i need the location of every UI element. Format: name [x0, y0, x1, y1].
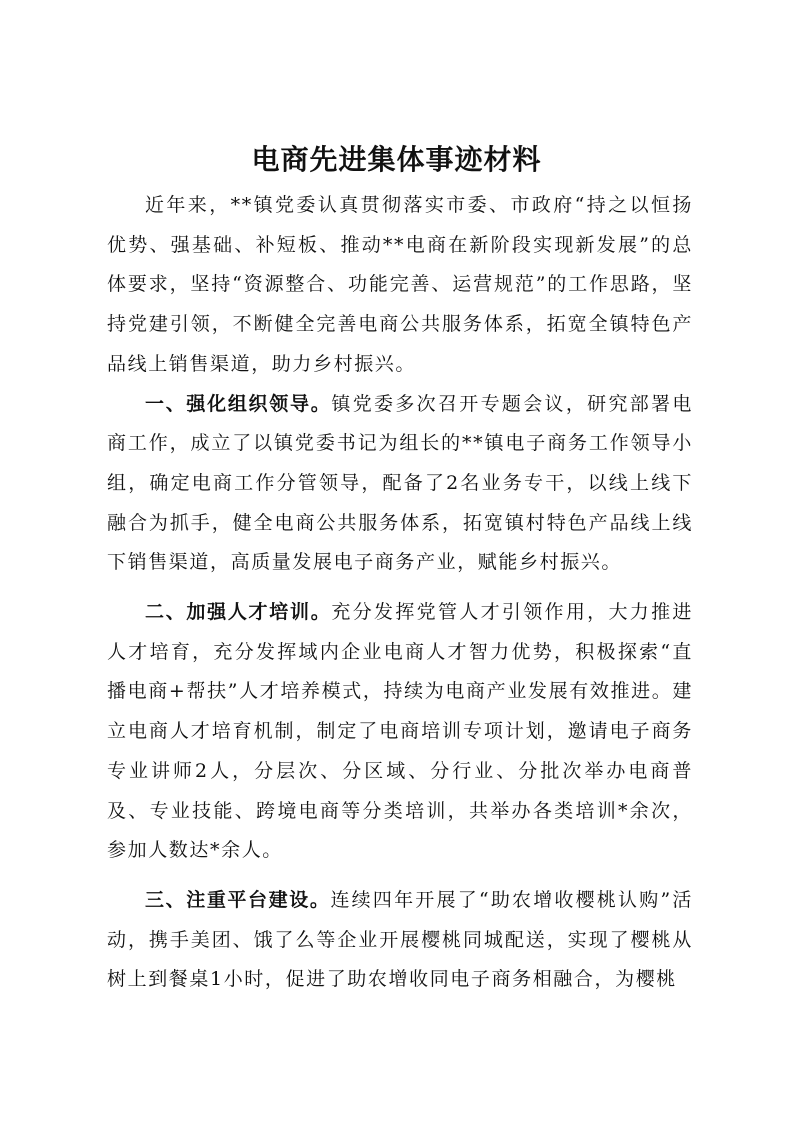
section-2-text: 充分发挥党管人才引领作用，大力推进人才培育，充分发挥域内企业电商人才智力优势，积极探索“直播电商+帮扶”人才培养模式，持续为电商产业发展有效推进。建立电商人才培育机制，制定了电商培训专项计划，邀请电子商务专业讲师2人，分层次、分区域、分行业、分批次举办电商普及、专业技能、跨境电商等分类培训，共举办各类培训*余次，参加人数达*余人。 — [107, 601, 693, 862]
section-2-paragraph — [107, 593, 693, 871]
document-title: 电商先进集体事迹材料 — [251, 143, 542, 176]
section-3-text: 连续四年开展了“助农增收樱桃认购”活动，携手美团、饿了么等企业开展樱桃同城配送，实现了樱桃从树上到餐桌1小时，促进了助农增收同电子商务相融合，为樱桃 — [107, 888, 693, 991]
section-3-paragraph — [107, 881, 693, 1000]
intro-paragraph: 近年来，**镇党委认真贯彻落实市委、市政府“持之以恒扬优势、强基础、补短板、推动**电商在新阶段实现新发展”的总体要求，坚持“资源整合、功能完善、运营规范”的工作思路，坚持党建引领，不断健全完善电商公共服务体系，拓宽全镇特色产品线上销售渠道，助力乡村振兴。 — [107, 194, 693, 375]
section-1-text: 镇党委多次召开专题会议，研究部署电商工作，成立了以镇党委书记为组长的**镇电子商务工作领导小组，确定电商工作分管领导，配备了2名业务专干，以线上线下融合为抓手，健全电商公共服务体系，拓宽镇村特色产品线上线下销售渠道，高质量发展电子商务产业，赋能乡村振兴。 — [107, 392, 693, 574]
document-body — [107, 186, 693, 1000]
section-2-heading: 二、加强人才培训。 — [145, 601, 332, 624]
section-1-paragraph — [107, 385, 693, 584]
section-3-heading: 三、注重平台建设。 — [145, 888, 331, 911]
section-1-heading: 一、强化组织领导。 — [145, 392, 332, 415]
